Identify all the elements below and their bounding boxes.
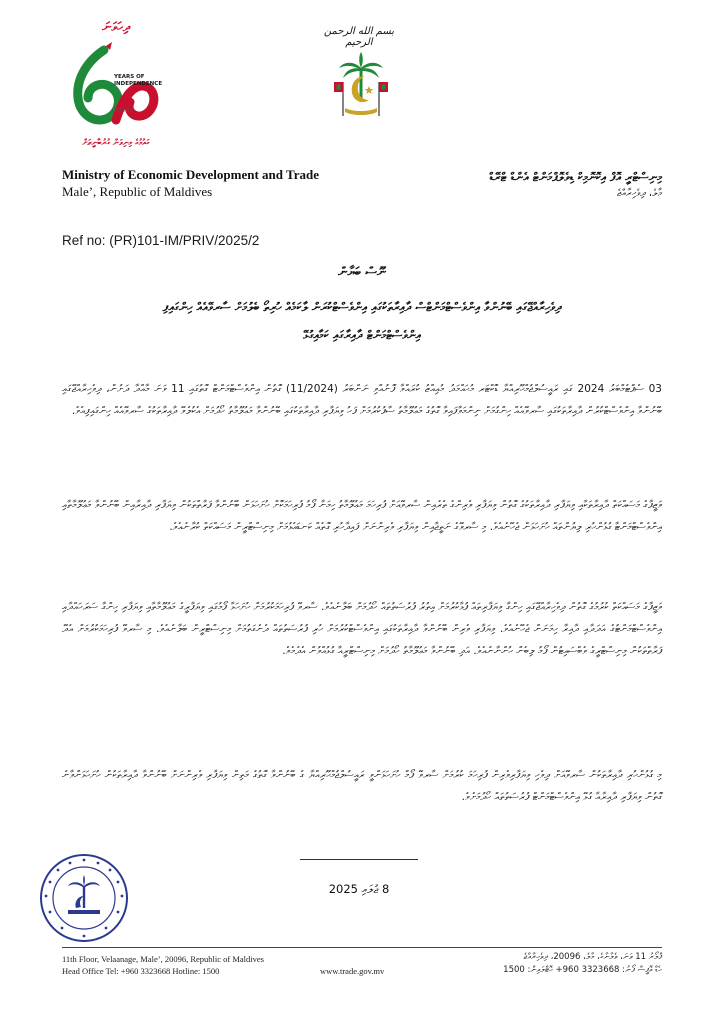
ministry-name-english: Ministry of Economic Development and Trade: [62, 167, 319, 182]
state-emblem-icon: [331, 52, 391, 118]
body-paragraph: ވަޒީފާގެ މަސައްކަތް ދާއިރާތަކާއި ވިޔަފާރި ދާއިރާތަކުގެ ގޮތުން ވިޔަފާރި ވެރިންގެ ތެރެއިން ސާރވޭއަށް ފުރިހަމަ މަޢުލޫމާތު ހިމަނާ ފޯމު ފުރިހަމަކޮށް ހުށަހަޅަން ބޭނުންވާ ފަރާތްތަކުން ވިޔަފާރި ދާއިރާއިން ބޭނުންވާ މަޢުލޫމާތާއި އިންވެސްޓްމަންޓާ ގުޅުންހުރި ލިޔުންތައް ހުށަހަޅަން ޖެހޭނެއެވެ. މި ސާރވޭގެ ނަތީޖާއިން ވިޔަފާރި ވެރިންނަށް ފައިދާހުރި ގޮތެއް ކަނޑައެޅުމަށް މިނިސްޓްރީން މަސައްކަތް ކުރާނެއެވެ.: [62, 499, 662, 533]
footer-website-link[interactable]: www.trade.gov.mv: [320, 966, 385, 976]
official-stamp-icon: [38, 852, 130, 944]
ministry-address-dhivehi: މާލެ، ދިވެހިރާއްޖެ: [616, 188, 662, 199]
bismillah-calligraphy: بسم الله الرحمن الرحيم: [323, 26, 395, 48]
footer-phone-dhivehi: ހެޑް އޮފީސް ފޯނު: 3323668 960+ ހޮޓްލައިން: 1500: [503, 965, 662, 975]
ministry-address-english: Male’, Republic of Maldives: [62, 184, 213, 199]
subtitle-line: ދިވެހިރާއްޖޭގައި ބޭނުންވާ އިންވެސްޓްމަންޓްސް ދާއިރާތަކުގައި އިންވެސްޓްކުރަން ލާކަމެއް ހުރިތޯ ބެލުމަށް ސާރވޭއެއް ހިންގައިފި: [162, 300, 562, 314]
anniversary-year-range: 1965-2025: [111, 108, 133, 113]
ministry-name-dhivehi: މިނިސްޓްރީ އޮފް އިކޮނޮމިކް ޑިވެލޮޕްމަންޓް އެންޑް ޓްރޭޑް: [489, 170, 662, 184]
subtitle-line: އިންވެސްޓްމަންޓް ދާއިރާގައި ކަމާއިގުޅޭ: [303, 328, 421, 342]
footer-address-english: 11th Floor, Velaanage, Male’, 20096, Republic of Maldives: [62, 954, 264, 964]
press-release-subtitle: [62, 293, 662, 349]
signature-line: [300, 859, 418, 860]
press-release-title: ނޫސް ބަޔާން: [338, 265, 386, 280]
body-paragraph: މި ގުޅުންހުރި ދާއިރާތަކުން ސާރވޭއަށް ދިވެހި ވިޔަފާރިވެރިން ފުރިހަމަ ކުރުމަށް ސާރވޭ ފޯމް ހުށަހަޅަންވީ ރައީސުލްޖުމްހޫރިއްޔާ ގެ ބޭނުންވާ ގޮތުގެ މަތިން ވިޔަފާރި ވެރިންނަށް ބޭނުންވާ ދާއިރާތަކުން ހުށަހަޅަންވާނެ ގޮތުން ވިޔަފާރި ދާއިރާއާ ގުޅޭ އިންވެސްޓްމަންޓް ފުރުސަތުތައް ހޯދުމަށެވެ.: [62, 769, 662, 803]
anniversary-dhivehi-title: ދިހަވަނަ: [102, 20, 130, 35]
anniversary-years-label: YEARS OF INDEPENDENCE: [114, 74, 163, 87]
anniversary-dhivehi-slogan: ގައުމުގެ މިނިވަން ގުރުބާނީތަށް: [82, 138, 150, 148]
footer-divider: [62, 947, 662, 948]
anniversary-logo: [62, 20, 170, 158]
reference-number: Ref no: (PR)101-IM/PRIV/2025/2: [62, 233, 260, 248]
document-date: 8 ޖުލައި 2025: [328, 882, 390, 896]
body-paragraph: 03 ސެޕްޓެމްބަރު 2024 ގައި ރައީސުލްޖުމްހޫރިއްޔާ ޑޮކްޓަރ މުޙައްމަދު މުޢިއްޒު ކުރައްވާ ފޮނުއްވި ނަންބަރު (11/2024) ގޮތުން އިންވެސްޓްމަންޓް ގޮތުގައި 11 ވަނަ މާއްދާ ދަށުން، ދިވެހިރާއްޖޭގައި ބޭނުންވާ އިންވެސްޓްކުރުން ދާއިރާތަކުގައި ސާރވޭއެއް ހިންގުމަށް ނިންމަވާފައިވާ ގޮތުގެ މަޢުލޫމާތު ސާފުކުރުމަށް ފަހު ވިޔަފާރި ދާއިރާތަކުގައި ބޭނުންވާ މަޢުލޫމާތު ހޯދުމަށް އެކުލެވޭ ދާއިރާތަކުގެ ސާރވޭއެއް ހިންގައިފިއެވެ.: [62, 383, 662, 417]
footer-phone-english: Head Office Tel: +960 3323668 Hotline: 1500: [62, 966, 220, 976]
footer-address-dhivehi: ފްލޯރު 11 ވަނަ، ވެލާނާގެ، މާލެ، 20096، ދިވެހިރާއްޖެ: [523, 952, 662, 962]
body-paragraph: ވަޒީފާގެ މަސައްކަތް ކުރުމުގެ ގޮތުން ދިވެހިރާއްޖޭގައި ހިންގާ ވިޔަފާރިތައް ފުޅާކުރުމަށް އިތުރު ފުރުސަތުތައް ހޯދުމަށް ބަލާނެއެވެ. ސާރވޭ ފުރިހަމަކުރުމަށް ހުށަހަޅާ ފޯމުގައި ވިޔަފާރީގެ މަޢުލޫމާތާއި ވިޔަފާރި ހިންގާ ސަރަހައްދާއި އިންވެސްޓްމަންޓުގެ އަދަދާއި ދާއިރާ ހިމަނަން ޖެހޭނެއެވެ. ވިޔަފާރި ވެރިން ބޭނުންވާ ދާއިރާތަކުގައި އިންވެސްޓްކުރުމަށް ހުރި ފުރުސަތުތައް ދެނެގަތުމަށް މިނިސްޓްރީން ބަލާނެއެވެ. މި ސާރވޭ ފުރިހަމަކުރުމަށް އެދޭ ފަރާތްތަކުން މިނިސްޓްރީގެ ވެބްސައިޓުން ފޯމު ލިބެން ހުންނާނެއެވެ. އަދި ބޭނުންވާ މަޢުލޫމާތު ހޯދުމަށް މިނިސްޓްރީއާ ގުޅުއްވުން އެދެމެވެ.: [62, 601, 662, 657]
